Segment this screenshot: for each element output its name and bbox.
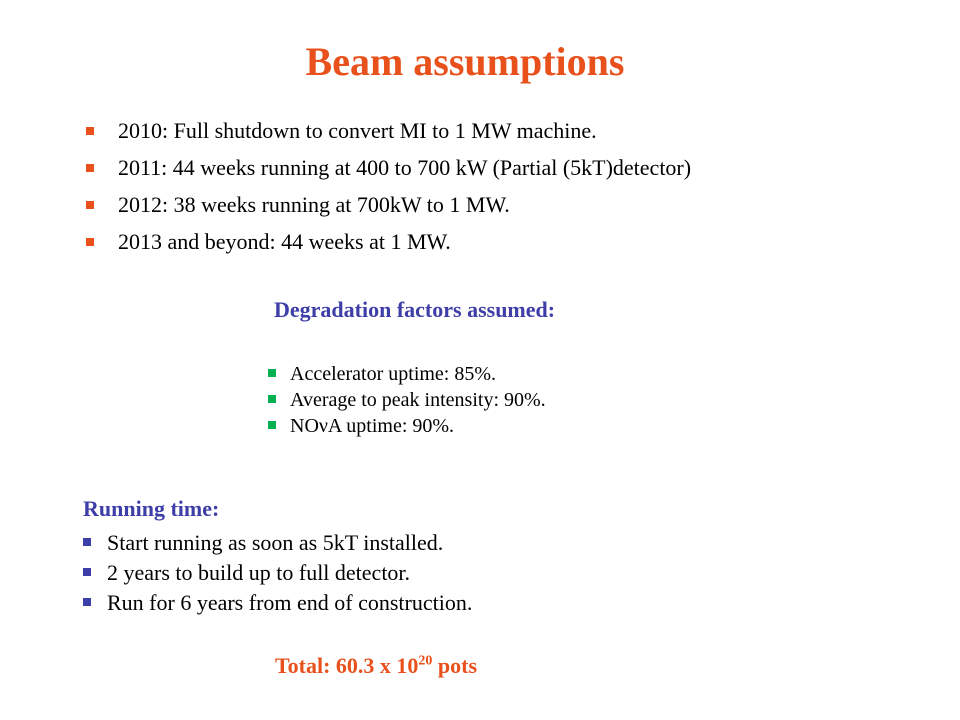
list-item [268, 361, 546, 387]
bullet-text: NOνA uptime: 90%. [290, 415, 455, 437]
bullet-text: Start running as soon as 5kT installed. [107, 530, 444, 555]
list-item [268, 413, 546, 439]
list-item [268, 387, 546, 413]
list-item [83, 588, 472, 618]
square-bullet-icon [268, 421, 276, 429]
bullet-text: 2 years to build up to full detector. [107, 560, 411, 585]
total-suffix: pots [432, 653, 478, 678]
list-item [86, 118, 691, 144]
degradation-list [268, 361, 546, 439]
running-time-list [83, 528, 472, 618]
square-bullet-icon [268, 395, 276, 403]
list-item [86, 192, 691, 218]
list-item [83, 558, 472, 588]
square-bullet-icon [83, 538, 91, 546]
square-bullet-icon [268, 369, 276, 377]
list-item [83, 528, 472, 558]
bullet-text: 2012: 38 weeks running at 700kW to 1 MW. [118, 192, 510, 217]
total-exponent: 20 [418, 653, 433, 669]
square-bullet-icon [83, 568, 91, 576]
bullet-text: Run for 6 years from end of construction. [107, 590, 473, 615]
bullet-text: 2013 and beyond: 44 weeks at 1 MW. [118, 229, 451, 254]
square-bullet-icon [86, 238, 94, 246]
list-item [86, 229, 691, 255]
running-time-heading: Running time: [83, 496, 220, 521]
square-bullet-icon [86, 127, 94, 135]
square-bullet-icon [86, 164, 94, 172]
square-bullet-icon [86, 201, 94, 209]
beam-schedule-list [86, 118, 691, 266]
bullet-text: Accelerator uptime: 85%. [290, 363, 497, 385]
bullet-text: Average to peak intensity: 90%. [290, 389, 546, 411]
bullet-text: 2010: Full shutdown to convert MI to 1 MW machine. [118, 118, 597, 143]
total-pots [275, 653, 477, 679]
slide-title: Beam assumptions [305, 39, 625, 84]
degradation-heading: Degradation factors assumed: [274, 297, 556, 322]
bullet-text: 2011: 44 weeks running at 400 to 700 kW (Partial (5kT)detector) [118, 155, 692, 180]
total-prefix: Total: 60.3 x 10 [275, 653, 419, 678]
list-item [86, 155, 691, 181]
square-bullet-icon [83, 598, 91, 606]
